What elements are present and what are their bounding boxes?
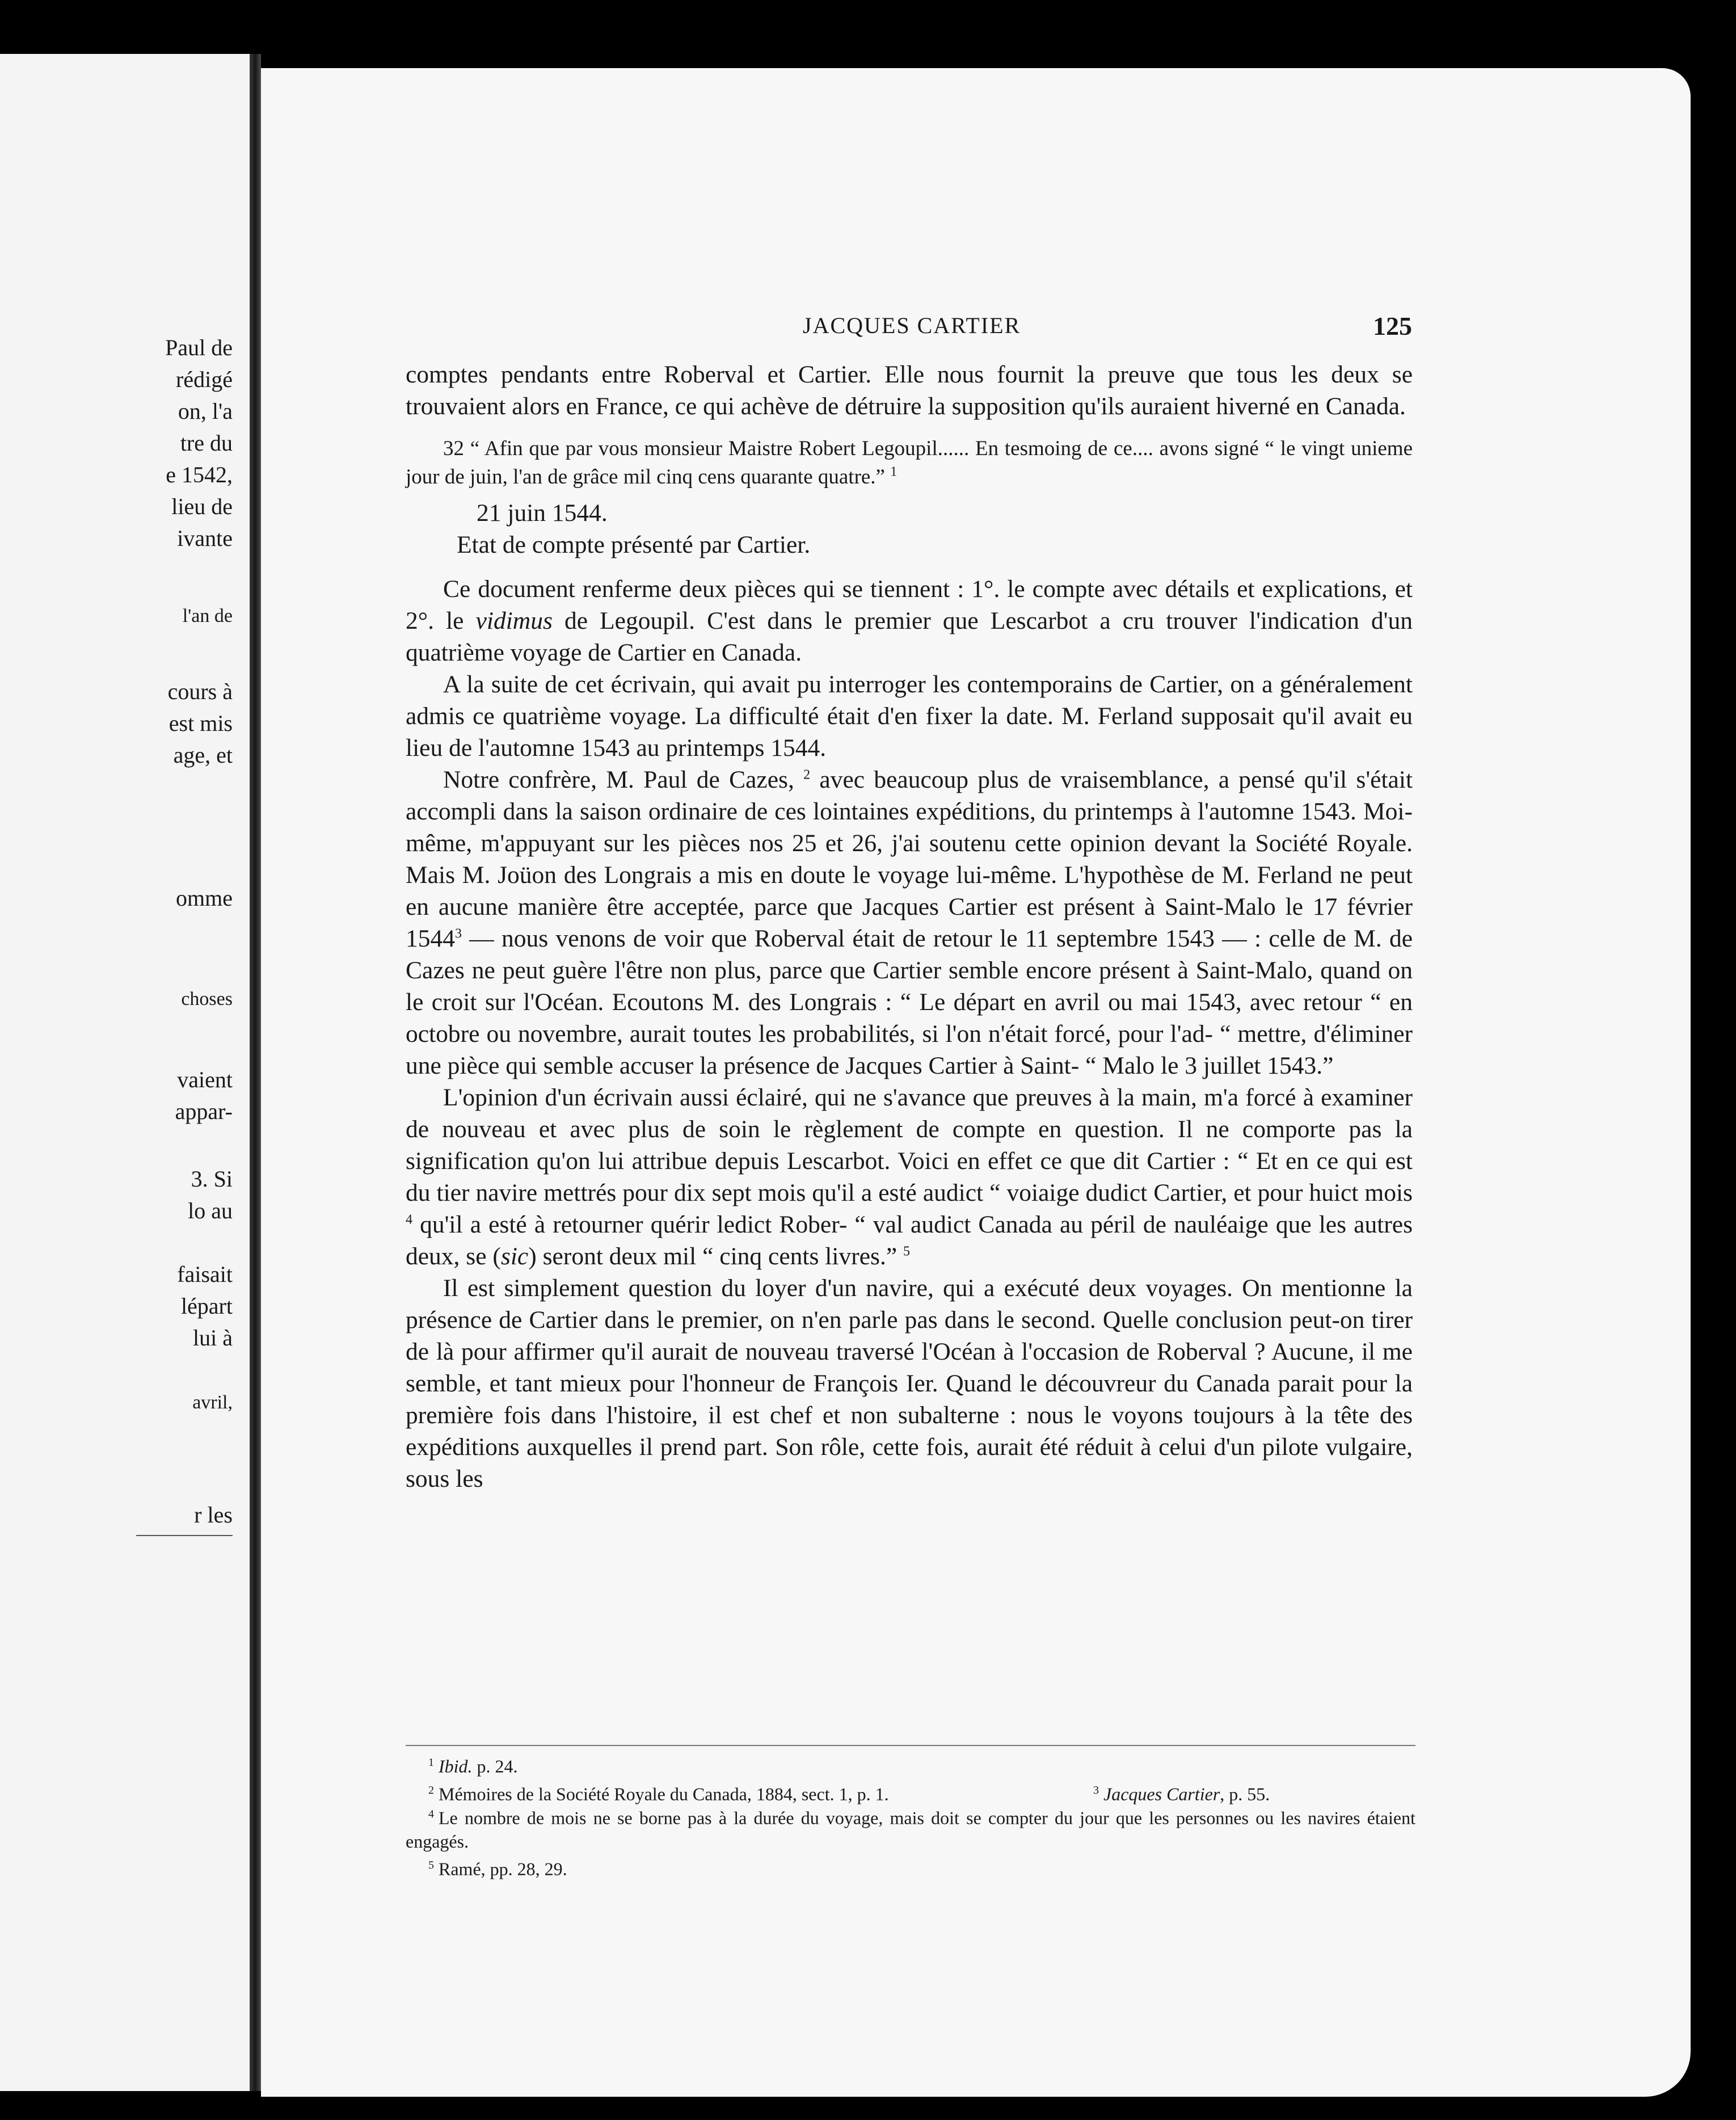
paragraph-5-part-c: ) seront deux mil “ cinq cents livres.” [528, 1243, 898, 1270]
footnote-row-2-3 [406, 1778, 1415, 1802]
left-page-line: Paul de [165, 335, 233, 360]
left-page-line: ivante [177, 525, 233, 551]
paragraph-2-text: Ce document renferme deux pièces qui se tiennent : 1°. le compte avec détails et explications, et 2°. le [406, 575, 1413, 634]
footnote-ref-5: 5 [903, 1244, 910, 1259]
footnote-1-text: p. 24. [477, 1756, 518, 1777]
left-page-line: est mis [168, 710, 233, 736]
left-page-line: avril, [192, 1392, 233, 1413]
footnote-3 [1093, 1778, 1270, 1806]
running-head: JACQUES CARTIER [803, 313, 1021, 338]
book-gutter [250, 54, 261, 2091]
footnote-5-mark: 5 [428, 1859, 434, 1872]
document-32-quote [406, 435, 1413, 491]
paragraph-4-part-c: — nous venons de voir que Roberval était de retour le 11 septembre 1543 — : celle de M. de Cazes ne peut guère l'être non plus, parce que Cartier semble encore présent à Saint-Malo, quand on le croit sur l'Océan. Ecoutons M. des Longrais : “ Le départ en avril ou mai 1543, avec retour “ en octobre ou novembre, aurait toutes les probabilités, si l'on n'était forcé, pour l'ad- “ mettre, d'éliminer une pièce qui semble accuser la présence de Jacques Cartier à Saint- “ Malo le 3 juillet 1543.” [406, 925, 1413, 1079]
left-page-line: faisait [177, 1261, 233, 1287]
footnote-2-mark: 2 [428, 1784, 434, 1797]
footnote-4 [406, 1802, 1415, 1854]
left-page-line: age, et [173, 742, 233, 768]
left-page-line: rédigé [176, 367, 233, 392]
left-page-line: vaient [177, 1067, 233, 1092]
left-page-line: choses [181, 989, 233, 1009]
footnote-4-text: Le nombre de mois ne se borne pas à la durée du voyage, mais doit se compter du jour que les personnes ou les navires étaient engagés. [406, 1807, 1415, 1852]
left-page-line: 3. Si [191, 1166, 233, 1192]
footnote-1 [406, 1751, 1415, 1778]
footnote-ref-1: 1 [890, 464, 898, 479]
left-page-line: cours à [167, 679, 233, 704]
left-page-line: lieu de [171, 494, 233, 519]
left-page-line: lépart [180, 1293, 233, 1319]
body-text [406, 359, 1413, 1495]
document-heading: Etat de compte présenté par Cartier. [457, 531, 811, 558]
left-page-line: tre du [180, 430, 233, 456]
footnote-5 [406, 1853, 1415, 1881]
paragraph-5-part-a: L'opinion d'un écrivain aussi éclairé, qui ne s'avance que preuves à la main, m'a forcé à examiner de nouveau et avec plus de soin le règlement de compte en question. Il ne comporte pas la signification qu'on lui attribue depuis Lescarbot. Voici en effet ce que dit Cartier : “ Et en ce qui est du tier navire mettrés pour dix sept mois qu'il a esté audict “ voiaige dudict Cartier, et pour huict mois [406, 1084, 1413, 1206]
paragraph-5-part-b: qu'il a esté à retourner quérir ledict Rober- “ val audict Canada au péril de nauléaige que les autres deux, se ( [406, 1211, 1413, 1270]
paragraph-4 [406, 764, 1413, 1082]
left-page-line: lui à [193, 1325, 233, 1351]
left-page-line: r les [194, 1502, 233, 1528]
footnote-2 [406, 1778, 889, 1806]
left-page-footnote-rule [136, 1535, 233, 1536]
left-page-line: appar- [175, 1099, 233, 1124]
paragraph-4-part-a: Notre confrère, M. Paul de Cazes, [443, 766, 794, 793]
paragraph-2-tail: de Legoupil. C'est dans le premier que Lescarbot a cru trouver l'indication d'un quatrième voyage de Cartier en Canada. [406, 607, 1413, 666]
footnotes [406, 1751, 1415, 1881]
quote-text: 32 “ Afin que par vous monsieur Maistre Robert Legoupil...... En tesmoing de ce.... avons signé “ le vingt unieme jour de juin, l'an de grâce mil cinq cens quarante quatre.” [406, 437, 1413, 489]
footnote-ref-3: 3 [455, 926, 462, 941]
left-page-line: on, l'a [178, 398, 233, 424]
left-facing-page [0, 54, 250, 2091]
paragraph-1: comptes pendants entre Roberval et Cartier. Elle nous fournit la preuve que tous les deux se trouvaient alors en France, ce qui achève de détruire la supposition qu'ils auraient hiverné en Canada. [406, 361, 1413, 420]
footnote-ref-2: 2 [803, 767, 811, 783]
footnote-3-text: , p. 55. [1220, 1784, 1270, 1804]
paragraph-6: Il est simplement question du loyer d'un navire, qui a exécuté deux voyages. On mentionne la présence de Cartier dans le premier, on n'en parle pas dans le second. Quelle conclusion peut-on tirer de là pour affirmer qu'il aurait de nouveau traversé l'Océan à l'occasion de Roberval ? Aucune, il me semble, et tant mieux pour l'honneur de François Ier. Quand le découvreur du Canada parait pour la première fois dans l'histoire, il est chef et non subalterne : nous le voyons toujours à la tête des expéditions auxquelles il prend part. Son rôle, cette fois, aurait été réduit à celui d'un pilote vulgaire, sous les [406, 1274, 1413, 1492]
footnote-2-text: Mémoires de la Société Royale du Canada, 1884, sect. 1, p. 1. [439, 1784, 889, 1804]
footnote-ref-4: 4 [406, 1212, 412, 1227]
document-date: 21 juin 1544. [477, 499, 608, 527]
sic-term: sic [500, 1243, 529, 1270]
footnote-4-mark: 4 [428, 1807, 434, 1820]
footnote-1-mark: 1 [428, 1756, 434, 1769]
paragraph-5 [406, 1082, 1413, 1272]
footnote-1-italic: Ibid. [439, 1756, 473, 1777]
left-page-line: omme [176, 885, 233, 911]
page-number: 125 [1373, 312, 1412, 340]
left-page-line: e 1542, [166, 462, 233, 487]
paragraph-2 [406, 573, 1413, 668]
footnote-rule [406, 1745, 1415, 1746]
left-page-line: lo au [188, 1198, 233, 1223]
footnote-3-mark: 3 [1093, 1784, 1099, 1797]
vidimus-term: vidimus [475, 607, 553, 634]
paragraph-3: A la suite de cet écrivain, qui avait pu interroger les contemporains de Cartier, on a généralement admis ce quatrième voyage. La difficulté était d'en fixer la date. M. Ferland supposait qu'il avait eu lieu de l'automne 1543 au printemps 1544. [406, 671, 1413, 762]
paragraph-4-part-b: avec beaucoup plus de vraisemblance, a pensé qu'il s'était accompli dans la saison ordinaire de ces lointaines expéditions, du printemps à l'automne 1543. Moi-même, m'appuyant sur les pièces nos 25 et 26, j'ai soutenu cette opinion devant la Société Royale. Mais M. Joüon des Longrais a mis en doute le voyage lui-même. L'hypothèse de M. Ferland ne peut en aucune manière être acceptée, parce que Jacques Cartier est présent à Saint-Malo le 17 février 1544 [406, 766, 1413, 952]
left-page-line: l'an de [182, 605, 233, 626]
footnote-3-italic: Jacques Cartier [1103, 1784, 1220, 1804]
footnote-5-text: Ramé, pp. 28, 29. [439, 1858, 567, 1879]
right-page [261, 68, 1691, 2097]
